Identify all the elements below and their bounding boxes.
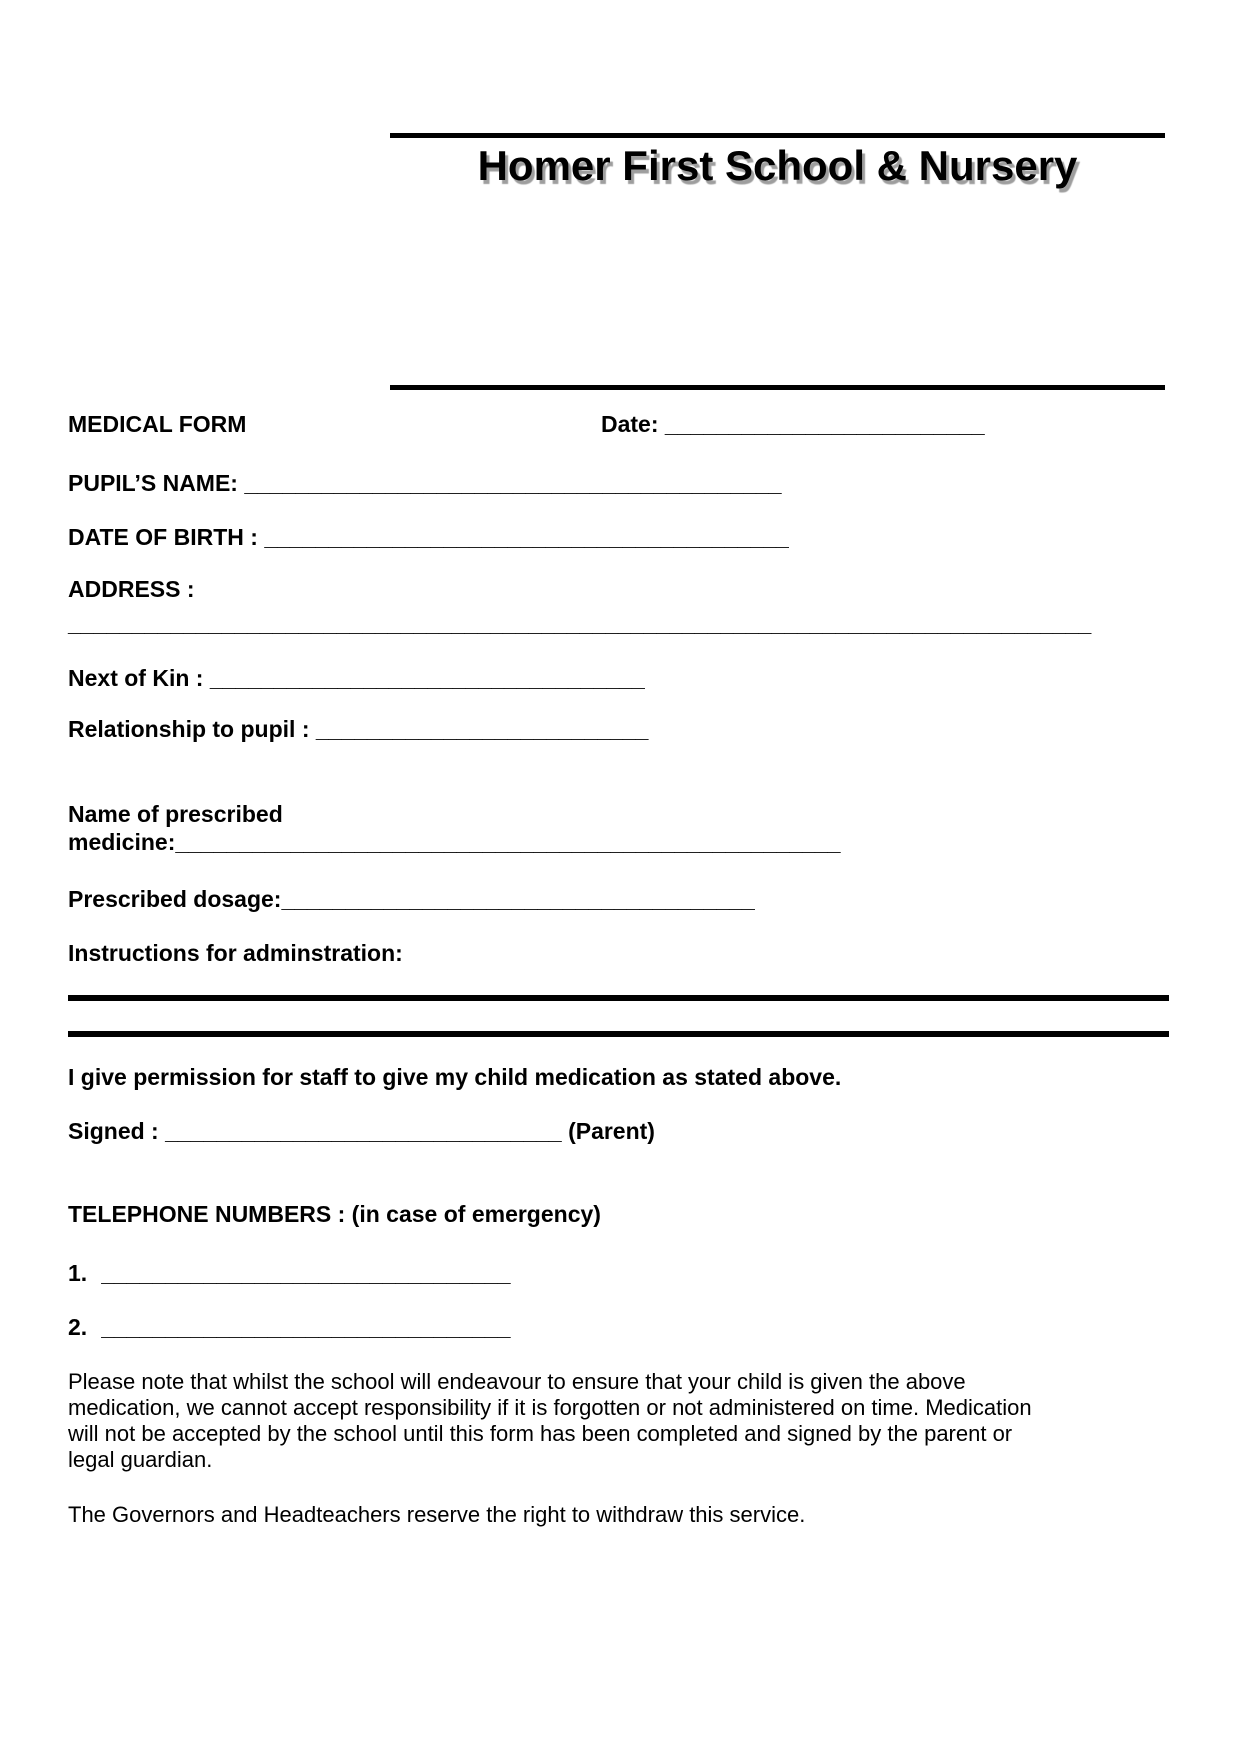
next-of-kin-label: Next of Kin : [68, 665, 204, 691]
relationship-row [68, 716, 648, 746]
instructions-label: Instructions for adminstration: [68, 940, 403, 966]
signed-label: Signed : [68, 1118, 159, 1144]
divider-rule-bottom [68, 1031, 1169, 1037]
medicine-blank: ____________________________________________________ [175, 829, 841, 855]
relationship-blank: __________________________ [315, 716, 649, 742]
medical-form-row [68, 411, 985, 441]
telephone-heading-row [68, 1201, 601, 1231]
instructions-row [68, 940, 403, 970]
pupil-name-label: PUPIL’S NAME: [68, 470, 238, 496]
date-of-birth-row [68, 524, 789, 554]
address-label: ADDRESS : [68, 576, 195, 602]
permission-row [68, 1064, 841, 1094]
signed-blank: _______________________________ [165, 1118, 562, 1144]
pupil-name-row [68, 470, 782, 500]
date-of-birth-blank: _________________________________________ [264, 524, 789, 550]
header-rule-top [390, 133, 1165, 138]
date-of-birth-label: DATE OF BIRTH : [68, 524, 258, 550]
relationship-label: Relationship to pupil : [68, 716, 310, 742]
footer-paragraph: The Governors and Headteachers reserve the right to withdraw this service. [68, 1502, 806, 1527]
dosage-row [68, 886, 755, 916]
page-title: Homer First School & Nursery [477, 142, 1078, 189]
telephone-heading: TELEPHONE NUMBERS : (in case of emergency) [68, 1201, 601, 1227]
medicine-row [68, 800, 841, 860]
next-of-kin-blank: __________________________________ [209, 665, 645, 691]
phone2-blank: ________________________________ [101, 1314, 511, 1340]
phone2-label: 2. [68, 1314, 88, 1340]
date-blank: _________________________ [664, 411, 985, 437]
address-blank-row [68, 610, 1091, 640]
date-label: Date: [601, 411, 659, 437]
medical-form-label: MEDICAL FORM [68, 411, 247, 437]
phone1-row [68, 1260, 511, 1290]
phone1-label: 1. [68, 1260, 88, 1286]
signed-row [68, 1118, 655, 1148]
header-rule-bottom [390, 385, 1165, 390]
signed-suffix: (Parent) [568, 1118, 655, 1144]
phone2-row [68, 1314, 511, 1344]
date-field [601, 411, 985, 438]
note-paragraph: Please note that whilst the school will endeavour to ensure that your child is given the above medication, we cannot accept responsibility if it is forgotten or not administered on time. Medication will not be accepted by the school until this form has been completed and signed by the parent or legal guardian. [68, 1369, 1032, 1472]
permission-text: I give permission for staff to give my child medication as stated above. [68, 1064, 842, 1090]
divider-rule-top [68, 995, 1169, 1001]
phone1-blank: ________________________________ [101, 1260, 511, 1286]
dosage-label: Prescribed dosage: [68, 886, 282, 912]
medicine-label-line1: Name of prescribed [68, 801, 283, 827]
address-row [68, 576, 195, 606]
address-blank: ________________________________________________________________________________ [68, 610, 1092, 636]
next-of-kin-row [68, 665, 645, 695]
dosage-blank: _____________________________________ [281, 886, 755, 912]
medicine-label-line2: medicine: [68, 829, 176, 855]
pupil-name-blank: __________________________________________ [244, 470, 782, 496]
